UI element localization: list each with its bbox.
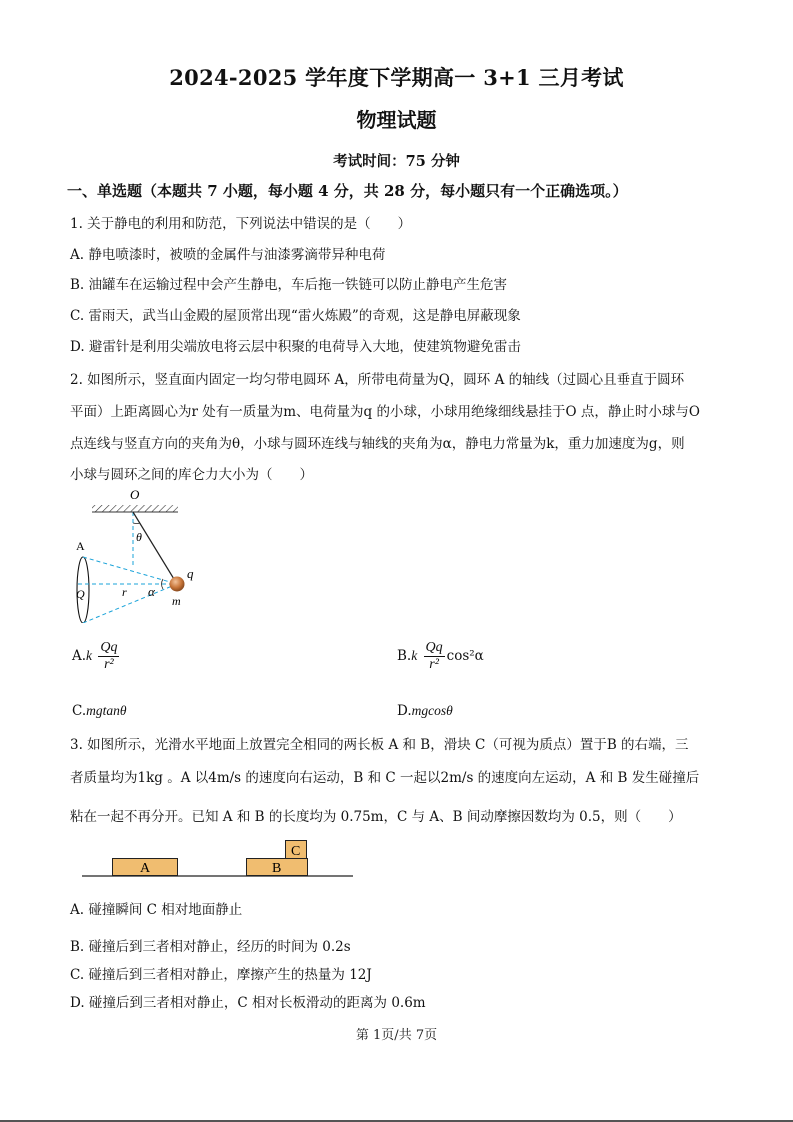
q2-option-b[interactable] <box>397 640 484 673</box>
label-alpha: α <box>148 584 155 599</box>
q2-option-b-suffix: cos²α <box>446 648 484 664</box>
q2-option-a-denominator: r² <box>104 657 114 672</box>
q3-option-a[interactable]: A. 碰撞瞬间 C 相对地面静止 <box>70 902 243 918</box>
theta-arc <box>133 523 140 524</box>
label-ring-a: A <box>76 539 85 553</box>
q3-stem-line-1: 3. 如图所示，光滑水平地面上放置完全相同的两长板 A 和 B，滑块 C（可视为质点）置于B 的右端，三 <box>70 737 689 753</box>
q3-figure-planks <box>60 835 360 885</box>
q2-option-a-fraction <box>98 640 119 673</box>
q2-option-a-numerator: Qq <box>100 640 118 655</box>
label-plank-a: A <box>140 861 151 876</box>
q2-stem-line-4: 小球与圆环之间的库仑力大小为（ ） <box>70 467 313 483</box>
q3-stem-line-3: 粘在一起不再分开。已知 A 和 B 的长度均为 0.75m，C 与 A、B 间动摩擦因数均为 0.5，则（ ） <box>70 809 682 825</box>
q2-option-a[interactable] <box>72 640 121 673</box>
q2-stem-line-3: 点连线与竖直方向的夹角为θ，小球与圆环连线与轴线的夹角为α，静电力常量为k，重力加速度为g，则 <box>70 436 685 452</box>
q2-option-a-label: A. <box>72 648 87 664</box>
ceiling-hatch <box>92 505 178 512</box>
q1-option-a[interactable]: A. 静电喷漆时，被喷的金属件与油漆雾滴带异种电荷 <box>70 247 386 263</box>
q1-stem: 1. 关于静电的利用和防范，下列说法中错误的是（ ） <box>70 216 412 232</box>
q1-option-c[interactable]: C. 雷雨天，武当山金殿的屋顶常出现“雷火炼殿”的奇观，这是静电屏蔽现象 <box>70 308 521 324</box>
q2-option-d-expr: mgcosθ <box>411 703 453 718</box>
label-ball-charge-q: q <box>187 566 194 581</box>
label-plank-b: B <box>272 861 282 876</box>
q2-option-c[interactable] <box>72 703 127 719</box>
q3-option-c[interactable]: C. 碰撞后到三者相对静止，摩擦产生的热量为 12J <box>70 967 372 983</box>
q1-option-b[interactable]: B. 油罐车在运输过程中会产生静电，车后拖一铁链可以防止静电产生危害 <box>70 277 508 293</box>
q3-option-d[interactable]: D. 碰撞后到三者相对静止，C 相对长板滑动的距离为 0.6m <box>70 995 426 1011</box>
q2-option-b-coef: k <box>411 648 418 663</box>
label-theta: θ <box>136 530 142 544</box>
q2-option-b-fraction <box>424 640 445 673</box>
charged-ball <box>170 577 185 592</box>
label-ring-charge-q: Q <box>76 587 85 601</box>
label-distance-r: r <box>122 585 127 599</box>
q2-option-c-label: C. <box>72 703 87 719</box>
q1-option-d[interactable]: D. 避雷针是利用尖端放电将云层中积聚的电荷导入大地，使建筑物避免雷击 <box>70 339 521 355</box>
q2-option-d-label: D. <box>397 703 412 719</box>
q3-option-b[interactable]: B. 碰撞后到三者相对静止，经历的时间为 0.2s <box>70 939 351 955</box>
exam-title: 2024-2025 学年度下学期高一 3+1 三月考试 <box>169 65 624 90</box>
q2-figure-pendulum-ring <box>60 483 220 623</box>
q2-option-b-label: B. <box>397 648 412 664</box>
q3-stem-line-2: 者质量均为1kg 。A 以4m/s 的速度向右运动，B 和 C 一起以2m/s 的速度向左运动，A 和 B 发生碰撞后 <box>70 770 700 786</box>
q2-option-d[interactable] <box>397 703 453 719</box>
q2-option-b-denominator: r² <box>429 657 439 672</box>
q2-stem-line-2: 平面）上距离圆心为r 处有一质量为m、电荷量为q 的小球，小球用绝缘细线悬挂于O 点，静止时小球与O <box>70 404 700 420</box>
page-number: 第 1页/共 7页 <box>355 1028 438 1043</box>
label-pivot-o: O <box>130 487 140 502</box>
q2-stem-line-1: 2. 如图所示，竖直面内固定一均匀带电圆环 A，所带电荷量为Q，圆环 A 的轴线（过圆心且垂直于圆环 <box>70 372 685 388</box>
section-heading-single-choice: 一、单选题（本题共 7 小题，每小题 4 分，共 28 分，每小题只有一个正确选项。） <box>67 182 628 200</box>
subject-title: 物理试题 <box>356 108 437 132</box>
label-slider-c: C <box>291 844 301 859</box>
q2-option-c-expr: mgtanθ <box>86 703 127 718</box>
q2-option-b-numerator: Qq <box>425 640 443 655</box>
label-ball-mass-m: m <box>172 594 181 608</box>
dashed-line-bottom <box>83 584 177 623</box>
q2-option-a-coef: k <box>86 648 93 663</box>
exam-duration: 考试时间：75 分钟 <box>333 153 460 170</box>
